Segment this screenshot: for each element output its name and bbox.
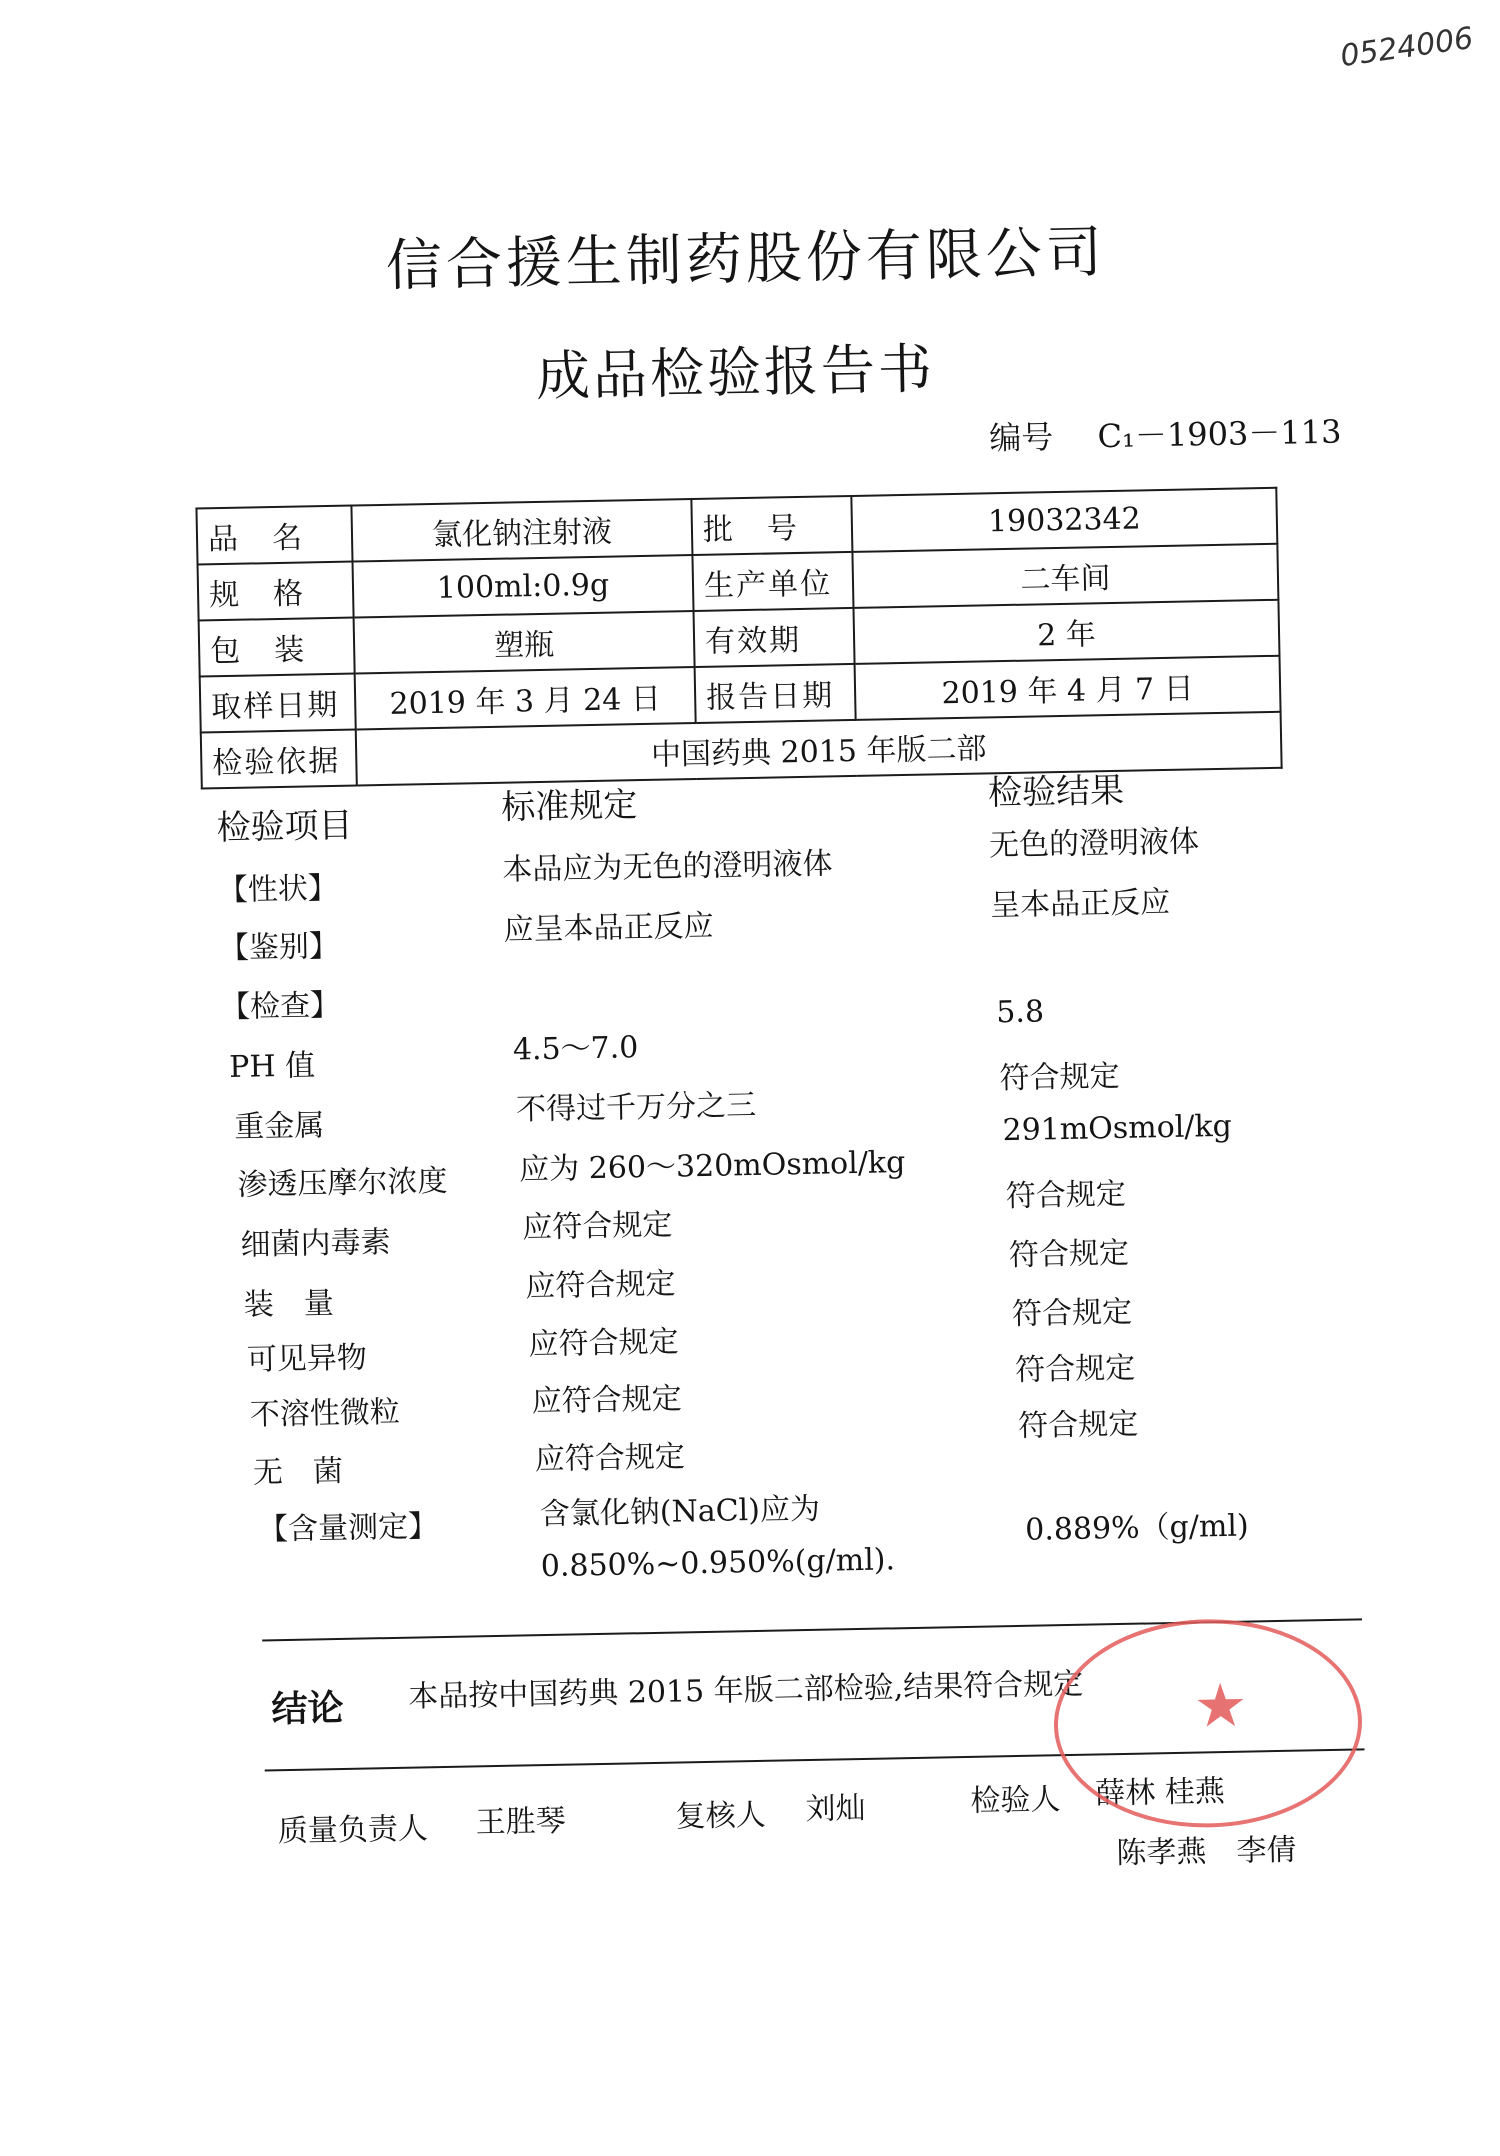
quality-manager-label: 质量负责人	[277, 1811, 429, 1850]
serial-number	[989, 407, 1342, 460]
row-item: 【性状】	[217, 870, 339, 909]
info-label: 有效期	[694, 608, 855, 667]
header-item: 检验项目	[216, 805, 353, 849]
quality-manager-name: 王胜琴	[475, 1803, 567, 1841]
row-item: 【鉴别】	[218, 928, 340, 967]
row-standard: 应呈本品正反应	[503, 908, 714, 948]
row-item: 可见异物	[246, 1340, 368, 1378]
row-standard: 应为 260～320mOsmol/kg	[518, 1145, 906, 1188]
row-item: 渗透压摩尔浓度	[237, 1163, 448, 1203]
info-label: 取样日期	[200, 674, 356, 733]
row-result: 无色的澄明液体	[988, 824, 1200, 864]
row-item: PH 值	[228, 1048, 316, 1086]
row-standard: 含氯化钠(NaCl)应为	[539, 1491, 821, 1533]
row-result: 符合规定	[1017, 1406, 1139, 1444]
row-result: 5.8	[995, 994, 1045, 1031]
row-result: 符合规定	[1014, 1350, 1136, 1388]
info-value: 二车间	[852, 544, 1278, 608]
info-label: 包 装	[199, 618, 355, 677]
serial-value: C₁－1903－113	[1097, 412, 1342, 456]
conclusion-label: 结论	[271, 1686, 344, 1731]
row-item: 【检查】	[219, 987, 341, 1026]
row-standard: 本品应为无色的澄明液体	[502, 846, 833, 888]
company-name: 信合援生制药股份有限公司	[385, 220, 1107, 299]
row-item: 不溶性微粒	[249, 1394, 401, 1433]
info-value: 中国药典 2015 年版二部	[356, 712, 1282, 786]
row-item: 细菌内毒素	[240, 1224, 391, 1263]
inspector-names: 陈孝燕 李倩	[1116, 1832, 1297, 1872]
conclusion-text: 本品按中国药典 2015 年版二部检验,结果符合规定	[407, 1666, 1084, 1715]
inspector-names: 薛林 桂燕	[1094, 1774, 1226, 1812]
row-result: 符合规定	[1011, 1294, 1133, 1333]
corner-note: 0524006	[1338, 20, 1476, 75]
row-result: 0.889%（g/ml)	[1024, 1508, 1249, 1548]
reviewer-name: 刘灿	[805, 1790, 866, 1828]
info-label: 规 格	[198, 562, 354, 621]
info-label: 批 号	[691, 496, 852, 555]
info-label: 报告日期	[695, 664, 856, 723]
row-result: 呈本品正反应	[989, 884, 1171, 924]
info-value: 塑瓶	[354, 611, 695, 674]
inspector-label: 检验人	[970, 1782, 1061, 1819]
report-title: 成品检验报告书	[535, 337, 936, 408]
info-value: 19032342	[851, 488, 1277, 552]
row-standard: 不得过千万分之三	[515, 1087, 757, 1128]
row-result: 符合规定	[1008, 1235, 1130, 1274]
row-standard: 应符合规定	[534, 1439, 686, 1478]
info-value: 2 年	[853, 600, 1279, 664]
serial-label: 编号	[988, 418, 1054, 458]
row-item: 重金属	[234, 1108, 325, 1145]
row-standard: 4.5～7.0	[512, 1030, 639, 1068]
info-label: 检验依据	[201, 730, 357, 789]
row-item: 【含量测定】	[257, 1509, 439, 1548]
info-label: 品 名	[196, 506, 352, 565]
info-value: 2019 年 4 月 7 日	[855, 656, 1281, 720]
seal-star-icon: ★	[1192, 1670, 1249, 1742]
row-standard: 应符合规定	[531, 1381, 682, 1420]
row-standard: 应符合规定	[525, 1266, 676, 1305]
info-label: 生产单位	[692, 552, 853, 611]
row-result: 符合规定	[999, 1058, 1120, 1097]
row-standard: 应符合规定	[528, 1324, 679, 1363]
info-value: 2019 年 3 月 24 日	[355, 667, 696, 730]
reviewer-label: 复核人	[675, 1797, 766, 1835]
row-item: 无 菌	[252, 1453, 344, 1491]
row-standard-continued: 0.850%~0.950%(g/ml).	[540, 1542, 896, 1585]
header-standard: 标准规定	[500, 785, 638, 828]
info-table	[195, 487, 1282, 790]
header-result: 检验结果	[987, 770, 1125, 814]
info-value: 氯化钠注射液	[351, 499, 692, 562]
info-value: 100ml:0.9g	[353, 555, 694, 618]
row-result: 291mOsmol/kg	[1002, 1108, 1233, 1149]
row-item: 装 量	[243, 1286, 335, 1323]
row-result: 符合规定	[1005, 1176, 1127, 1215]
row-standard: 应符合规定	[521, 1207, 673, 1246]
